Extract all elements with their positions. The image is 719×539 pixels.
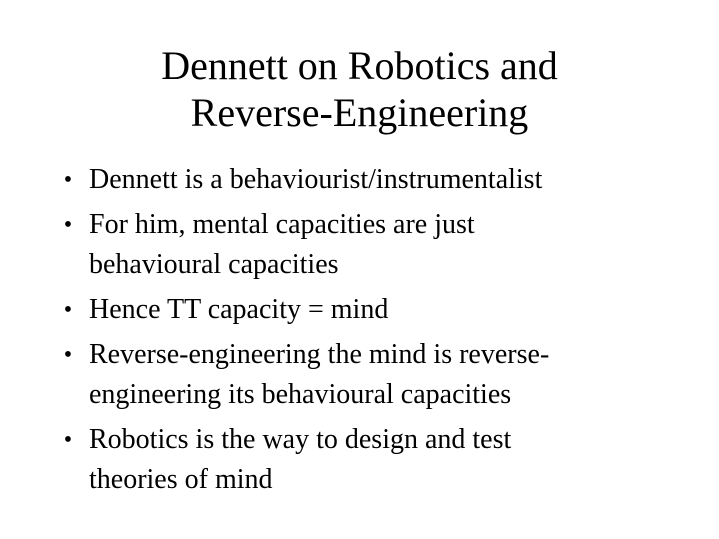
bullet-text-continuation: theories of mind <box>89 464 273 495</box>
bullet-dot-icon: • <box>63 342 73 368</box>
bullet-dot-icon: • <box>63 297 73 323</box>
bullet-item <box>58 335 698 415</box>
slide-title-line-2: Reverse-Engineering <box>190 90 529 135</box>
bullet-dot-icon: • <box>63 427 73 453</box>
bullet-item <box>58 420 698 500</box>
bullet-item <box>58 205 698 285</box>
bullet-text: Robotics is the way to design and test <box>89 424 512 455</box>
slide-title-line-1: Dennett on Robotics and <box>161 43 558 88</box>
bullet-text: Dennett is a behaviourist/instrumentalist <box>89 164 543 195</box>
bullet-item <box>58 290 698 330</box>
bullet-dot-icon: • <box>63 167 73 193</box>
bullet-text-continuation: engineering its behavioural capacities <box>89 379 512 410</box>
bullet-text: For him, mental capacities are just <box>89 209 475 240</box>
bullet-text-continuation: behavioural capacities <box>89 249 339 280</box>
bullet-text: Reverse-engineering the mind is reverse- <box>89 339 550 370</box>
slide-title <box>0 42 719 136</box>
bullet-text: Hence TT capacity = mind <box>89 294 389 325</box>
bullet-item <box>58 160 698 200</box>
bullet-dot-icon: • <box>63 212 73 238</box>
bullet-list <box>58 160 698 505</box>
